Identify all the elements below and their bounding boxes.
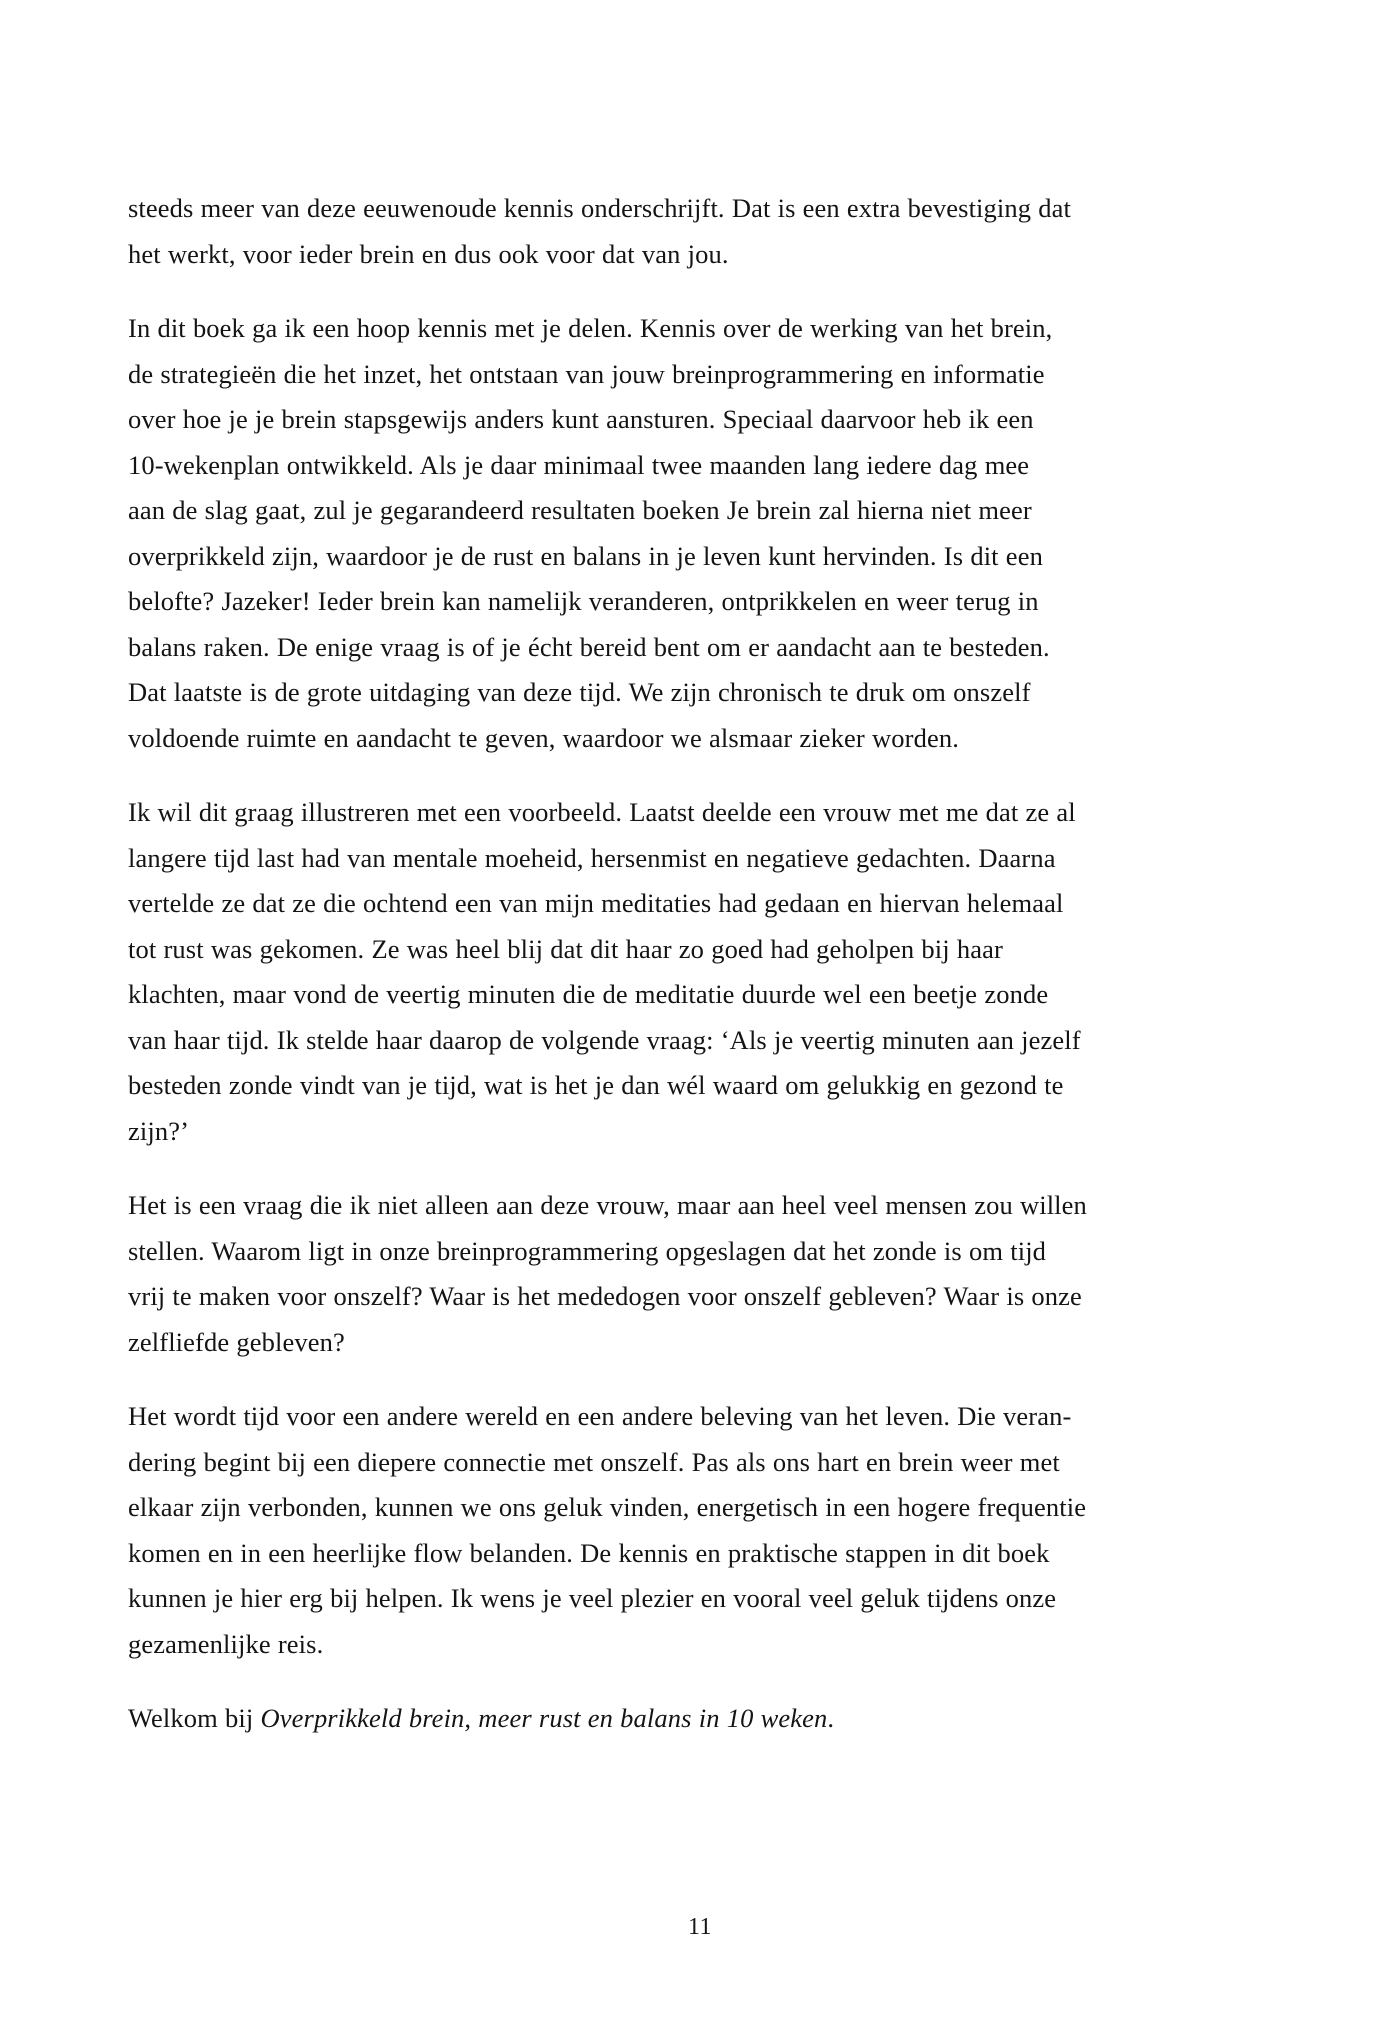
text-line: stellen. Waarom ligt in onze breinprogrammering opgeslagen dat het zonde is om tijd bbox=[128, 1235, 1047, 1266]
text-line: klachten, maar vond de veertig minuten die de meditatie duurde wel een beetje zonde bbox=[128, 979, 1049, 1009]
text-line: van haar tijd. Ik stelde haar daarop de volgende vraag: ‘Als je veertig minuten aan jezelf bbox=[128, 1024, 1081, 1055]
paragraph-5 bbox=[128, 1394, 1218, 1667]
text-line: tot rust was gekomen. Ze was heel blij dat dit haar zo goed had geholpen bij haar bbox=[128, 933, 1003, 964]
paragraph-4 bbox=[128, 1183, 1218, 1365]
book-title-italic: Overprikkeld brein, meer rust en balans in 10 weken bbox=[260, 1703, 828, 1733]
text-line: overprikkeld zijn, waardoor je de rust en balans in je leven kunt hervinden. Is dit een bbox=[128, 540, 1043, 571]
text-line: 10-wekenplan ontwikkeld. Als je daar minimaal twee maanden lang iedere dag mee bbox=[128, 449, 1030, 480]
text-line: Ik wil dit graag illustreren met een voorbeeld. Laatst deelde een vrouw met me dat ze al bbox=[128, 797, 1076, 827]
paragraph-2 bbox=[128, 306, 1218, 761]
text-line: belofte? Jazeker! Ieder brein kan namelijk veranderen, ontprikkelen en weer terug in bbox=[128, 586, 1039, 616]
text-line: besteden zonde vindt van je tijd, wat is het je dan wél waard om gelukkig en gezond te bbox=[128, 1070, 1064, 1100]
text-line: Dat laatste is de grote uitdaging van deze tijd. We zijn chronisch te druk om onszelf bbox=[128, 677, 1031, 707]
text-line: vrij te maken voor onszelf? Waar is het mededogen voor onszelf gebleven? Waar is onze bbox=[128, 1281, 1082, 1311]
text-line: dering begint bij een diepere connectie met onszelf. Pas als ons hart en brein weer met bbox=[128, 1446, 1060, 1477]
closing-lead-text: Welkom bij bbox=[128, 1703, 261, 1733]
closing-trailing-text: . bbox=[827, 1703, 835, 1733]
text-line: kunnen je hier erg bij helpen. Ik wens je veel plezier en vooral veel geluk tijdens onze bbox=[128, 1583, 1057, 1613]
text-line: Het is een vraag die ik niet alleen aan deze vrouw, maar aan heel veel mensen zou willen bbox=[128, 1190, 1087, 1220]
text-line: steeds meer van deze eeuwenoude kennis onderschrijft. Dat is een extra bevestiging dat bbox=[128, 193, 1072, 223]
text-line: gezamenlijke reis. bbox=[128, 1628, 324, 1659]
text-line: vertelde ze dat ze die ochtend een van mijn meditaties had gedaan en hiervan helemaal bbox=[128, 888, 1064, 918]
paragraph-closing-welcome bbox=[128, 1696, 1218, 1742]
text-line: over hoe je je brein stapsgewijs anders kunt aansturen. Speciaal daarvoor heb ik een bbox=[128, 404, 1034, 434]
text-line: balans raken. De enige vraag is of je écht bereid bent om er aandacht aan te besteden. bbox=[128, 631, 1050, 662]
paragraph-3 bbox=[128, 790, 1218, 1154]
text-line: zijn?’ bbox=[128, 1115, 190, 1146]
text-line: zelfliefde gebleven? bbox=[128, 1326, 345, 1357]
page-number: 11 bbox=[688, 1914, 712, 1940]
text-line: langere tijd last had van mentale moeheid, hersenmist en negatieve gedachten. Daarna bbox=[128, 842, 1056, 873]
paragraph-1 bbox=[128, 186, 1218, 277]
text-line: voldoende ruimte en aandacht te geven, waardoor we alsmaar zieker worden. bbox=[128, 722, 959, 753]
text-line: de strategieën die het inzet, het ontstaan van jouw breinprogrammering en informatie bbox=[128, 358, 1045, 389]
text-line: het werkt, voor ieder brein en dus ook voor dat van jou. bbox=[128, 238, 729, 269]
text-line: komen en in een heerlijke flow belanden. De kennis en praktische stappen in dit boek bbox=[128, 1537, 1050, 1568]
text-line: elkaar zijn verbonden, kunnen we ons geluk vinden, energetisch in een hogere frequentie bbox=[128, 1492, 1087, 1522]
text-line: In dit boek ga ik een hoop kennis met je delen. Kennis over de werking van het brein, bbox=[128, 313, 1053, 343]
page-text-block bbox=[128, 186, 1218, 1742]
text-line: aan de slag gaat, zul je gegarandeerd resultaten boeken Je brein zal hierna niet meer bbox=[128, 495, 1032, 525]
text-line: Het wordt tijd voor een andere wereld en een andere beleving van het leven. Die veran- bbox=[128, 1401, 1072, 1431]
text-line bbox=[128, 1696, 1218, 1742]
